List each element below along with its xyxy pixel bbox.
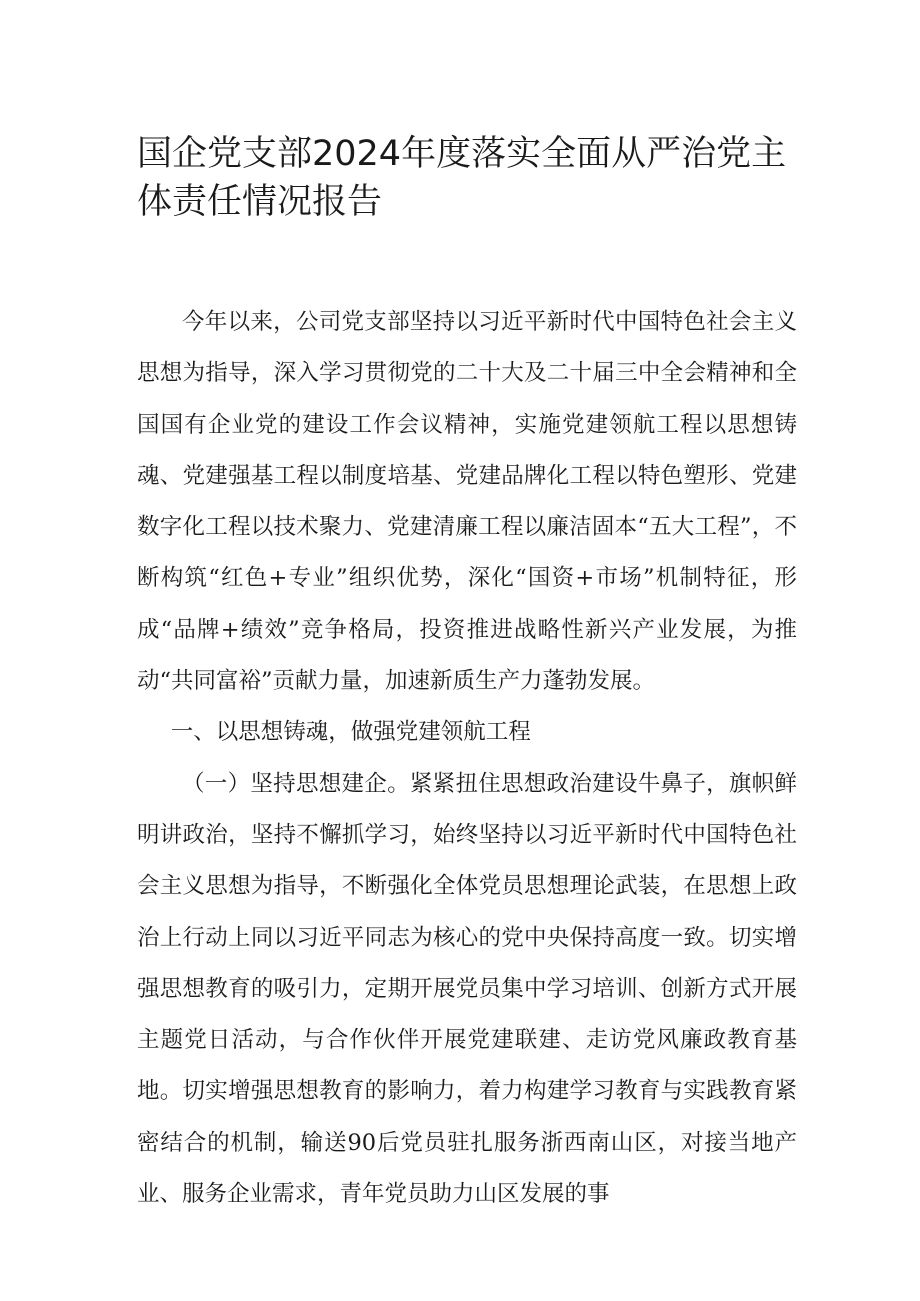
- section-heading-1: 一、以思想铸魂，做强党建领航工程: [170, 719, 531, 746]
- document-title: 国企党支部2024年度落实全面从严治党主体责任情况报告: [137, 134, 787, 222]
- document-body: [137, 297, 797, 1220]
- section-1-paragraph-1: （一）坚持思想建企。紧紧扭住思想政治建设牛鼻子，旗帜鲜明讲政治，坚持不懈抓学习，始终坚持以习近平新时代中国特色社会主义思想为指导，不断强化全体党员思想理论武装，在思想上政治上行动上同以习近平同志为核心的党中央保持高度一致。切实增强思想教育的吸引力，定期开展党员集中学习培训、创新方式开展主题党日活动，与合作伙伴开展党建联建、走访党风廉政教育基地。切实增强思想教育的影响力，着力构建学习教育与实践教育紧密结合的机制，输送90后党员驻扎服务浙西南山区，对接当地产业、服务企业需求，青年党员助力山区发展的事: [137, 770, 797, 1208]
- intro-paragraph: 今年以来，公司党支部坚持以习近平新时代中国特色社会主义思想为指导，深入学习贯彻党的二十大及二十届三中全会精神和全国国有企业党的建设工作会议精神，实施党建领航工程以思想铸魂、党建强基工程以制度培基、党建品牌化工程以特色塑形、党建数字化工程以技术聚力、党建清廉工程以廉洁固本“五大工程”，不断构筑“红色+专业”组织优势，深化“国资+市场”机制特征，形成“品牌+绩效”竞争格局，投资推进战略性新兴产业发展，为推动“共同富裕”贡献力量，加速新质生产力蓬勃发展。: [137, 309, 797, 695]
